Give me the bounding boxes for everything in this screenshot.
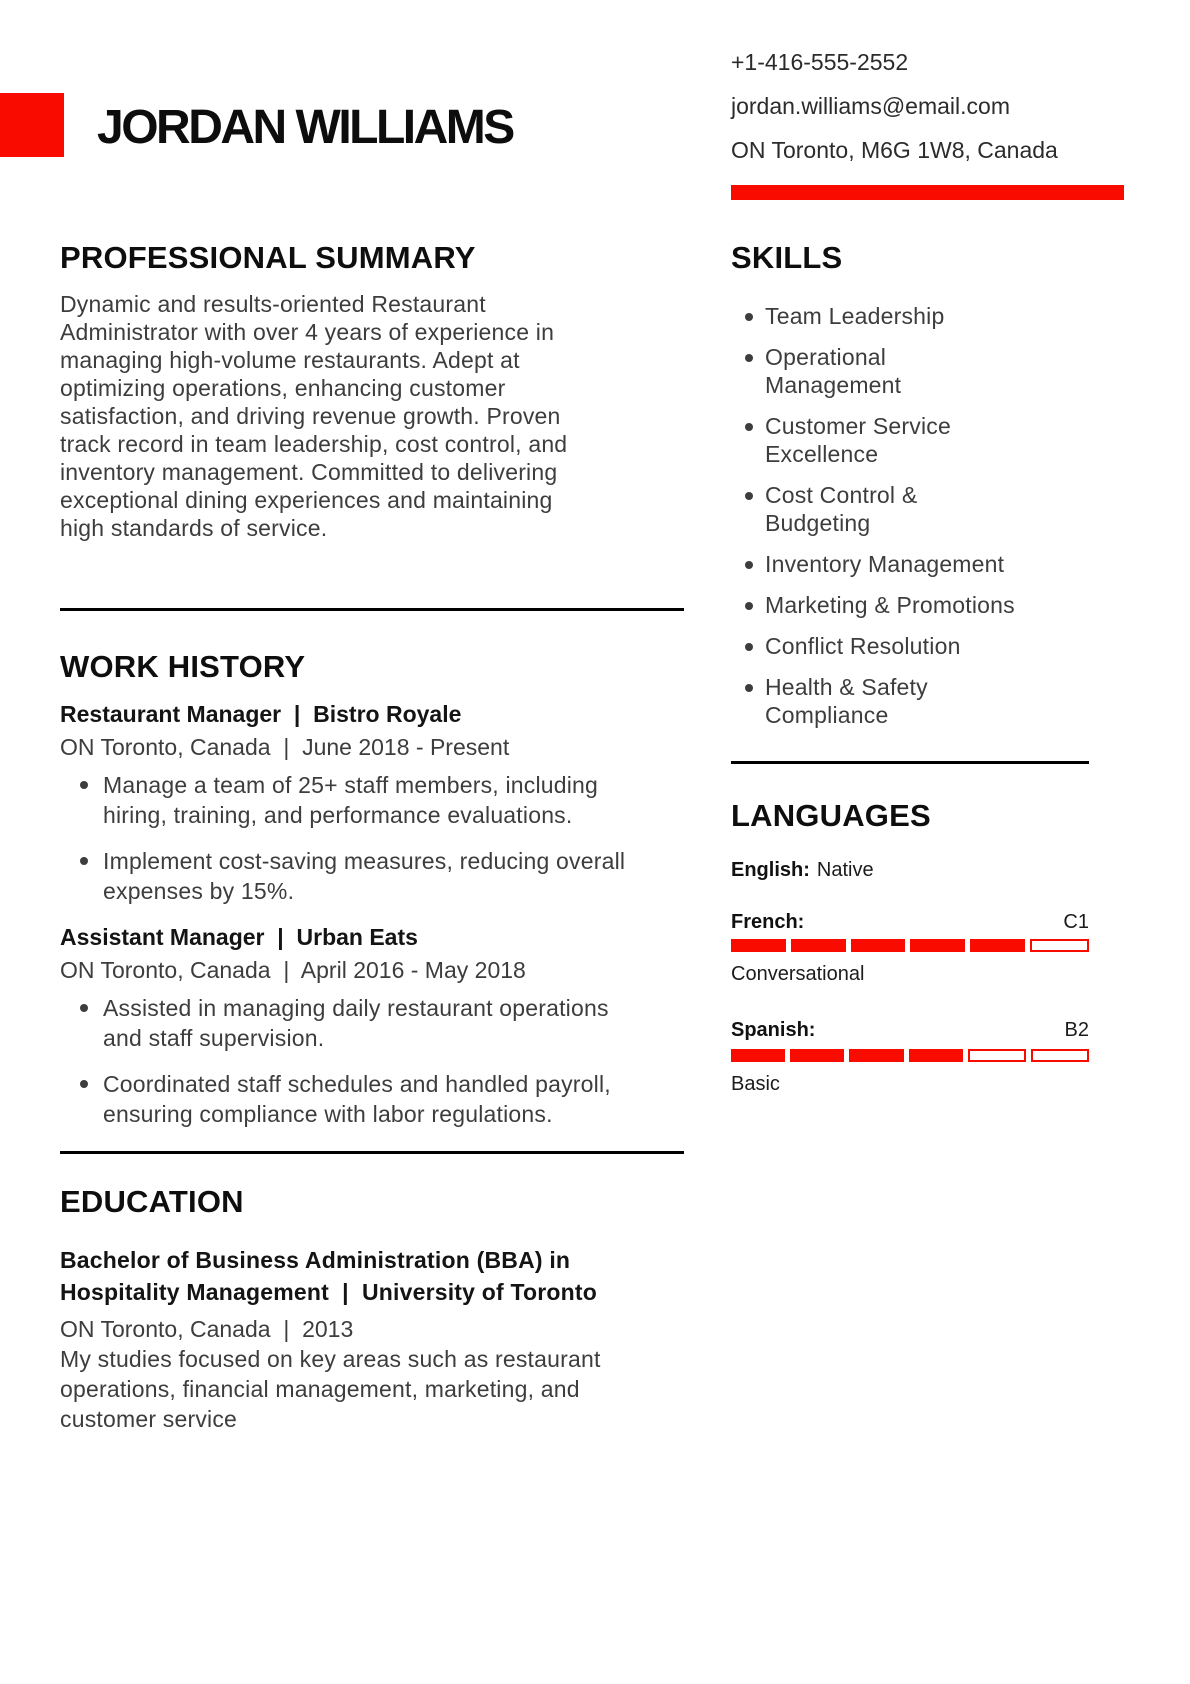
text-line: optimizing operations, enhancing customer	[60, 375, 506, 401]
skill-item	[731, 673, 1027, 729]
text-line: satisfaction, and driving revenue growth. Proven	[60, 403, 561, 429]
professional-summary-text	[60, 290, 645, 542]
degree-title	[60, 1244, 645, 1308]
section-heading-professional-summary: PROFESSIONAL SUMMARY	[60, 240, 476, 275]
bullet-dot-icon	[80, 857, 88, 865]
job-bullet-list	[60, 993, 645, 1129]
text-line: Assisted in managing daily restaurant operations	[103, 995, 609, 1021]
section-divider	[60, 1151, 684, 1154]
section-heading-languages: LANGUAGES	[731, 798, 931, 833]
level-segment-filled	[731, 1049, 785, 1062]
skill-label: Team Leadership	[765, 303, 945, 329]
language-cefr-level: B2	[1064, 1019, 1089, 1041]
text-line: Dynamic and results-oriented Restaurant	[60, 291, 486, 317]
level-segment-filled	[791, 939, 846, 952]
level-segment-filled	[909, 1049, 963, 1062]
bullet-dot-icon	[745, 602, 753, 610]
skill-item	[731, 302, 1027, 330]
bullet-dot-icon	[745, 313, 753, 321]
education-meta: ON Toronto, Canada | 2013	[60, 1316, 354, 1342]
text-line: Hospitality Management | University of Toronto	[60, 1279, 597, 1305]
contact-address: ON Toronto, M6G 1W8, Canada	[731, 137, 1058, 163]
language-item-english	[731, 858, 1089, 882]
job-bullet-item	[60, 1069, 645, 1129]
bullet-text	[103, 1069, 645, 1129]
bullet-text	[103, 993, 645, 1053]
level-segment-filled	[731, 939, 786, 952]
job-bullet-item	[60, 993, 645, 1053]
language-cefr-level: C1	[1063, 911, 1089, 933]
contact-phone: +1-416-555-2552	[731, 49, 909, 75]
language-level-bar	[731, 1049, 1089, 1062]
text-line: expenses by 15%.	[103, 878, 295, 904]
level-segment-filled	[851, 939, 906, 952]
text-line: My studies focused on key areas such as restaurant	[60, 1346, 601, 1372]
job-meta: ON Toronto, Canada | June 2018 - Present	[60, 734, 510, 760]
bullet-dot-icon	[80, 1080, 88, 1088]
skill-label: Health & Safety Compliance	[765, 674, 928, 728]
language-level-bar	[731, 939, 1089, 952]
job-bullet-list	[60, 770, 645, 906]
text-line: track record in team leadership, cost control, and	[60, 431, 568, 457]
text-line: operations, financial management, marketing, and	[60, 1376, 580, 1402]
text-line: and staff supervision.	[103, 1025, 325, 1051]
bullet-dot-icon	[745, 561, 753, 569]
language-proficiency: Native	[816, 859, 874, 881]
bullet-dot-icon	[745, 423, 753, 431]
section-divider	[60, 608, 684, 611]
skill-label: Marketing & Promotions	[765, 592, 1015, 618]
section-heading-skills: SKILLS	[731, 240, 843, 275]
skill-label: Operational Management	[765, 344, 902, 398]
bullet-text	[103, 770, 645, 830]
side-column	[731, 0, 1089, 1096]
job-bullet-item	[60, 770, 645, 830]
accent-square	[0, 93, 64, 157]
text-line: inventory management. Committed to delivering	[60, 459, 558, 485]
skills-list	[731, 302, 1089, 729]
language-name: English:	[731, 859, 810, 881]
bullet-dot-icon	[745, 354, 753, 362]
bullet-text	[103, 846, 645, 906]
skill-item	[731, 591, 1027, 619]
level-segment-filled	[790, 1049, 844, 1062]
skill-item	[731, 550, 1027, 578]
contact-email: jordan.williams@email.com	[731, 93, 1010, 119]
person-name: JORDAN WILLIAMS	[97, 101, 513, 154]
job-title: Restaurant Manager | Bistro Royale	[60, 701, 462, 727]
text-line: Coordinated staff schedules and handled payroll,	[103, 1071, 611, 1097]
bullet-dot-icon	[745, 684, 753, 692]
text-line: customer service	[60, 1406, 238, 1432]
level-segment-empty	[1031, 1049, 1089, 1062]
bullet-dot-icon	[80, 781, 88, 789]
job-bullet-item	[60, 846, 645, 906]
skill-item	[731, 343, 1027, 399]
level-segment-empty	[968, 1049, 1026, 1062]
level-segment-empty	[1030, 939, 1089, 952]
section-heading-work-history: WORK HISTORY	[60, 649, 306, 684]
job-meta: ON Toronto, Canada | April 2016 - May 2018	[60, 957, 526, 983]
language-name: Spanish:	[731, 1019, 816, 1041]
bullet-dot-icon	[745, 492, 753, 500]
bullet-dot-icon	[745, 643, 753, 651]
skill-item	[731, 412, 1027, 468]
text-line: managing high-volume restaurants. Adept at	[60, 347, 520, 373]
level-segment-filled	[970, 939, 1025, 952]
text-line: Implement cost-saving measures, reducing overall	[103, 848, 626, 874]
main-column	[60, 0, 645, 1434]
text-line: Bachelor of Business Administration (BBA) in	[60, 1247, 571, 1273]
skill-label: Customer Service Excellence	[765, 413, 951, 467]
section-divider	[731, 761, 1089, 764]
skill-item	[731, 632, 1027, 660]
text-line: hiring, training, and performance evaluations.	[103, 802, 573, 828]
skill-label: Cost Control & Budgeting	[765, 482, 918, 536]
level-segment-filled	[849, 1049, 903, 1062]
language-proficiency: Conversational	[731, 963, 865, 985]
text-line: high standards of service.	[60, 515, 328, 541]
section-heading-education: EDUCATION	[60, 1184, 244, 1219]
level-segment-filled	[910, 939, 965, 952]
text-line: Manage a team of 25+ staff members, including	[103, 772, 599, 798]
language-name: French:	[731, 911, 805, 933]
bullet-dot-icon	[80, 1004, 88, 1012]
text-line: Administrator with over 4 years of experience in	[60, 319, 555, 345]
education-description	[60, 1344, 645, 1434]
job-title: Assistant Manager | Urban Eats	[60, 924, 418, 950]
language-proficiency: Basic	[731, 1073, 780, 1095]
language-item-french	[731, 910, 1089, 934]
languages-list	[731, 858, 1089, 1096]
skill-label: Conflict Resolution	[765, 633, 961, 659]
language-item-spanish	[731, 1018, 1089, 1042]
text-line: exceptional dining experiences and maintaining	[60, 487, 553, 513]
job-list	[60, 699, 645, 1129]
skill-label: Inventory Management	[765, 551, 1005, 577]
text-line: ensuring compliance with labor regulations.	[103, 1101, 553, 1127]
skill-item	[731, 481, 1027, 537]
